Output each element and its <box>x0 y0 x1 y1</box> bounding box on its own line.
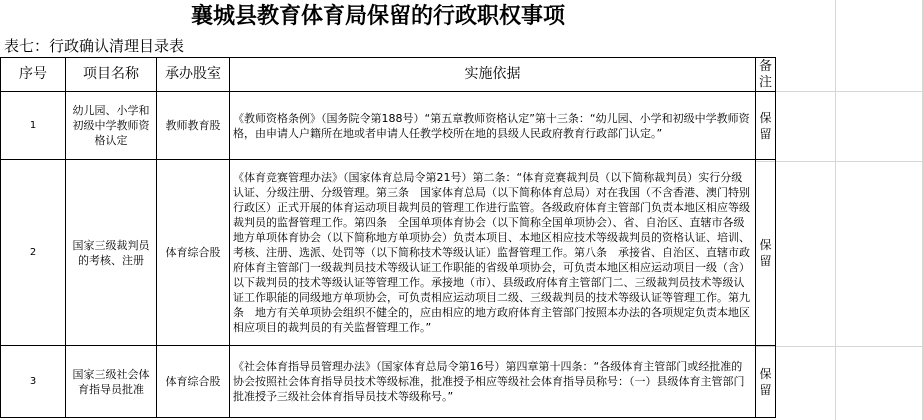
row-basis: 《社会体育指导员管理办法》（国家体育总局令第16号）第四章第十四条：“各级体育主管部门或经批准的协会按照社会体育指导员技术等级标准，批准授予相应等级社会体育指导员称号：（一）县级体育主管部门批准授予三级社会体育指导员技术等级称号。” <box>230 346 756 418</box>
header-note: 备注 <box>756 58 776 92</box>
table-row <box>1 346 776 418</box>
table-subtitle: 表七：行政确认清理目录表 <box>4 37 185 55</box>
row-dept: 教师教育股 <box>157 92 230 160</box>
grid-row-line <box>756 346 923 347</box>
page-title: 襄城县教育体育局保留的行政职权事项 <box>190 3 565 29</box>
row-note: 保留 <box>756 160 776 346</box>
row-no: 1 <box>1 92 66 160</box>
row-note: 保留 <box>756 346 776 418</box>
row-no: 2 <box>1 160 66 346</box>
row-basis: 《体育竞赛管理办法》（国家体育总局令第21号）第二条：“体育竞赛裁判员（以下简称裁判员）实行分级认证、分级注册、分级管理。第三条 国家体育总局（以下简称体育总局）对在我国（不含香港、澳门特别行政区）正式开展的体育运动项目裁判员的管理工作进行监管。各级政府体育主管部门负责本地区相应等级裁判员的监督管理工作。第四条 全国单项体育协会（以下简称全国单项协会）、省、自治区、直辖市各级地方单项体育协会（以下简称地方单项协会）负责本项目、本地区相应技术等级裁判员的资格认证、培训、考核、注册、选派、处罚等（以下简称技术等级认证）监督管理工作。第八条 承接省、自治区、直辖市政府体育主管部门一级裁判员技术等级认证工作职能的省级单项协会，可负责本地区相应运动项目一级（含）以下裁判员的技术等级认证等管理工作。承接地（市）、县级政府体育主管部门二、三级裁判员技术等级认证工作职能的同级地方单项协会，可负责相应运动项目二级、三级裁判员的技术等级认证等管理工作。第九条 地方有关单项协会组织不健全的，应由相应的地方政府体育主管部门按照本办法的各项规定负责本地区相应项目的裁判员的有关监督管理工作。” <box>230 160 756 346</box>
header-name: 项目名称 <box>66 58 157 92</box>
grid-column-line <box>835 0 836 420</box>
grid-row-line <box>756 91 923 92</box>
row-dept: 体育综合股 <box>157 160 230 346</box>
row-basis: 《教师资格条例》（国务院令第188号）“第五章教师资格认定”第十三条：“幼儿园、小学和初级中学教师资格，由申请人户籍所在地或者申请人任教学校所在地的县级人民政府教育行政部门认定。” <box>230 92 756 160</box>
table-row <box>1 160 776 346</box>
table-header-row <box>1 58 776 92</box>
header-dept: 承办股室 <box>157 58 230 92</box>
row-item-name: 国家三级裁判员的考核、注册 <box>66 160 157 346</box>
row-item-name: 国家三级社会体育指导员批准 <box>66 346 157 418</box>
row-item-name: 幼儿园、小学和初级中学教师资格认定 <box>66 92 157 160</box>
row-dept: 体育综合股 <box>157 346 230 418</box>
directory-table <box>0 57 776 418</box>
header-basis: 实施依据 <box>230 58 756 92</box>
header-no: 序号 <box>1 58 66 92</box>
row-note: 保留 <box>756 92 776 160</box>
grid-row-line <box>756 161 923 162</box>
table-row <box>1 92 776 160</box>
row-no: 3 <box>1 346 66 418</box>
